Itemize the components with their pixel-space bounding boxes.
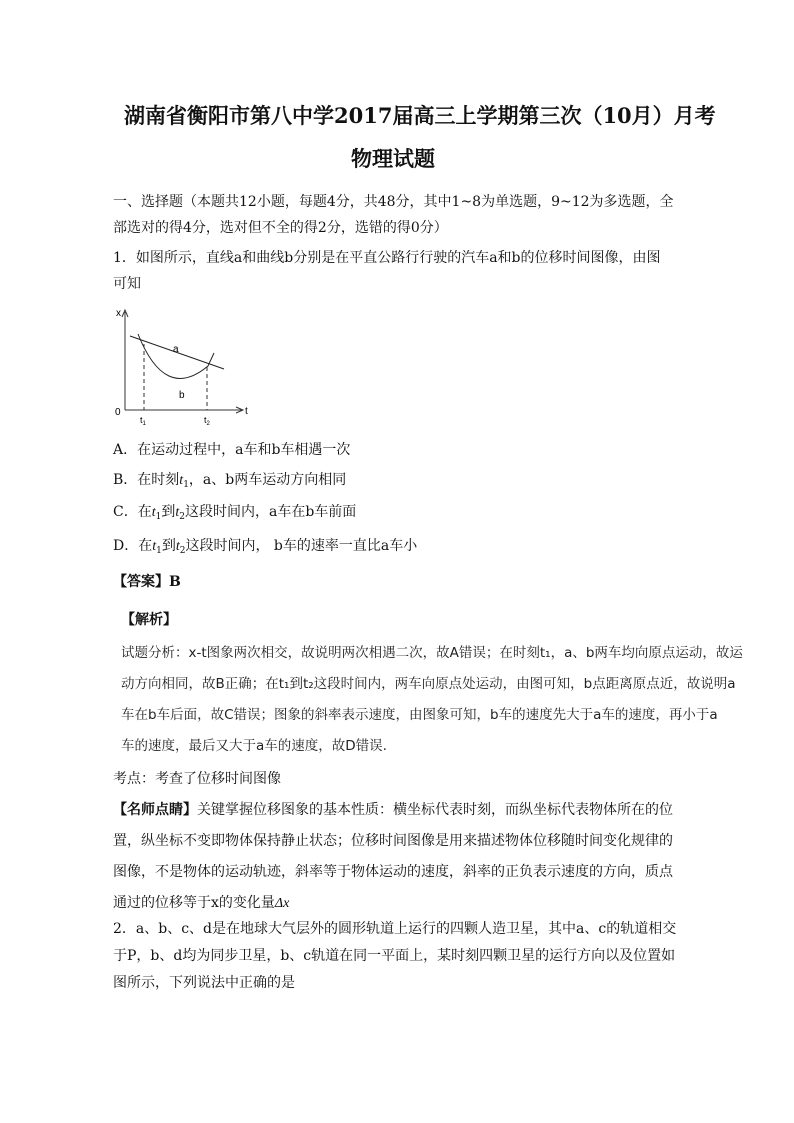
page-title: 湖南省衡阳市第八中学2017届高三上学期第三次（10月）月考: [124, 103, 716, 128]
section-instructions-line1: 一、选择题（本题共12小题，每题4分，共48分，其中1~8为单选题，9~12为多选题，全: [113, 194, 674, 210]
curve-b: [138, 334, 214, 378]
q1-analysis-line3: 车在b车后面，故C错误；图象的斜率表示速度，由图象可知，b车的速度先大于a车的速度，再小于a: [121, 707, 718, 723]
q1-tips-line4: 通过的位移等于x的变化量Δx: [113, 895, 290, 911]
curve-b-label: b: [179, 390, 185, 401]
q1-option-a: A．在运动过程中，a车和b车相遇一次: [113, 442, 351, 458]
q1-option-c: C．在$t_1$到$t_2$这段时间内，a车在b车前面: [113, 504, 357, 522]
q1-analysis-line2: 动方向相同，故B正确；在t₁到t₂这段时间内，两车向原点处运动，由图可知，b点距离原点近，故说明a: [121, 676, 736, 692]
q1-analysis-heading: 【解析】: [121, 612, 177, 628]
delta-x-math: Δx: [274, 896, 290, 911]
q1-tips-line2: 置，纵坐标不变即物体保持静止状态；位移时间图像是用来描述物体位移随时间变化规律的: [113, 833, 673, 849]
q2-stem-line3: 图所示，下列说法中正确的是: [113, 975, 295, 991]
q1-answer: 【答案】B: [113, 574, 181, 590]
q1-tips-line1: 【名师点睛】关键掌握位移图象的基本性质：横坐标代表时刻，而纵坐标代表物体所在的位: [113, 802, 673, 818]
q1-option-d: D．在$t_1$到$t_2$这段时间内， b车的速率一直比a车小: [113, 538, 418, 556]
line-a-label: a: [173, 344, 179, 355]
q1-analysis-line4: 车的速度，最后又大于a车的速度，故D错误.: [121, 738, 387, 754]
section-instructions-line2: 部选对的得4分，选对但不全的得2分，选错的得0分）: [113, 220, 448, 236]
q1-option-b: B．在时刻$t_1$，a、b两车运动方向相同: [113, 472, 347, 490]
page-subtitle: 物理试题: [351, 146, 435, 171]
y-axis-label: x: [116, 308, 121, 319]
q1-tips-heading: 【名师点睛】: [113, 802, 197, 818]
q1-tips-line3: 图像，不是物体的运动轨迹，斜率等于物体运动的速度，斜率的正负表示速度的方向，质点: [113, 864, 673, 880]
q1-stem-line1: 1．如图所示，直线a和曲线b分别是在平直公路行行驶的汽车a和b的位移时间图像，由图: [113, 250, 661, 266]
q1-analysis-line1: 试题分析：x-t图象两次相交，故说明两次相遇二次，故A错误；在时刻t₁，a、b两车均向原点运动，故运: [121, 645, 743, 661]
t1-label: $t_1$: [140, 415, 146, 427]
q1-stem-line2: 可知: [113, 276, 141, 292]
x-axis-label: t: [245, 406, 248, 417]
q2-stem-line2: 于P，b、d均为同步卫星，b、c轨道在同一平面上，某时刻四颗卫星的运行方向以及位置如: [113, 948, 676, 964]
t2-label: $t_2$: [204, 415, 210, 427]
q1-position-time-graph: [110, 302, 255, 432]
q2-stem-line1: 2．a、b、c、d是在地球大气层外的圆形轨道上运行的四颗人造卫星，其中a、c的轨道相交: [113, 921, 677, 937]
q1-key-point: 考点：考查了位移时间图像: [113, 771, 281, 787]
origin-label: 0: [115, 407, 121, 418]
